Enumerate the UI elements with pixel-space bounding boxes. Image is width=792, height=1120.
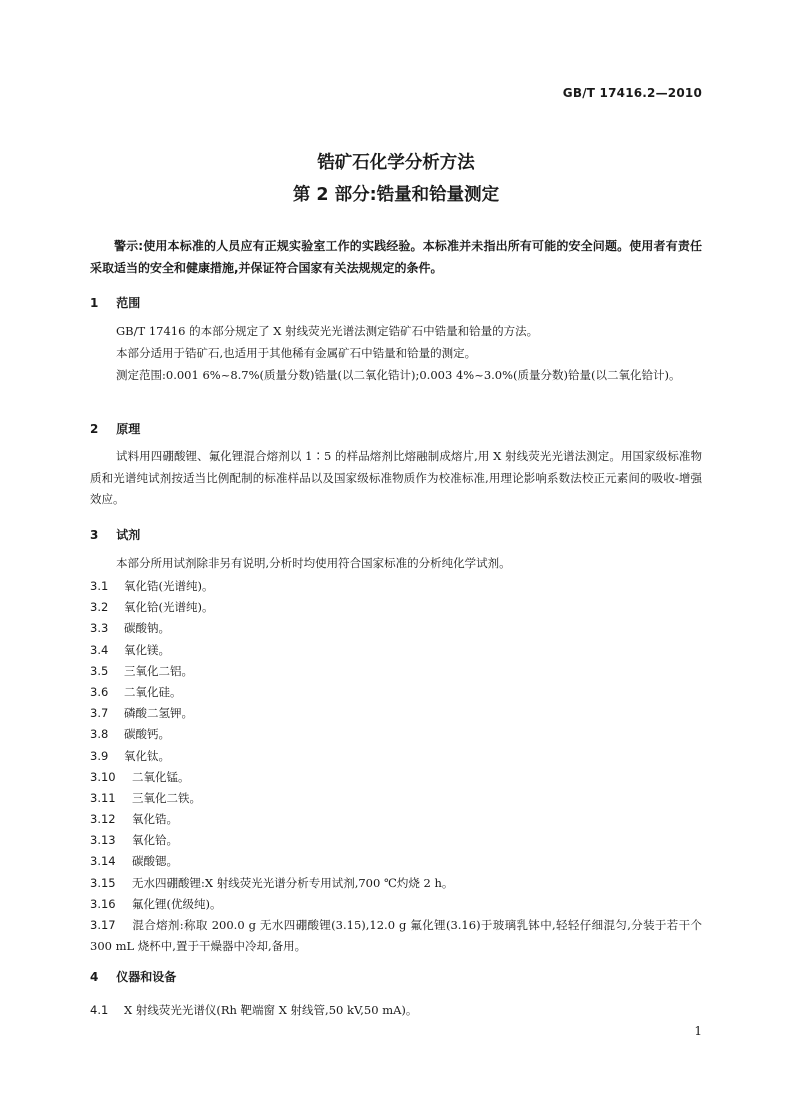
section-heading-apparatus [90, 968, 176, 985]
list-item: 3.1 氧化锆(光谱纯)。 [90, 579, 214, 593]
section-number: 2 [90, 422, 99, 436]
list-item: 3.13 氧化铪。 [90, 833, 178, 848]
section-title: 仪器和设备 [116, 970, 177, 984]
scope-paragraph-2: 本部分适用于锆矿石,也适用于其他稀有金属矿石中锆量和铪量的测定。 [116, 346, 477, 360]
list-item: 3.4 氧化镁。 [90, 642, 170, 657]
scope-paragraph-1: GB/T 17416 的本部分规定了 X 射线荧光光谱法测定锆矿石中锆量和铪量的方法。 [116, 324, 539, 338]
list-item: 3.10 二氧化锰。 [90, 769, 190, 784]
document-subtitle: 第 2 部分:锆量和铪量测定 [292, 185, 500, 205]
list-item: 3.16 氟化锂(优级纯)。 [90, 896, 222, 911]
warning-paragraph: 警示:使用本标准的人员应有正规实验室工作的实践经验。本标准并未指出所有可能的安全问题。使用者有责任采取适当的安全和健康措施,并保证符合国家有关法规规定的条件。 [90, 239, 702, 275]
reagent-list [90, 576, 702, 957]
section-heading-reagents [90, 526, 140, 543]
list-item: 3.11 三氧化二铁。 [90, 790, 201, 805]
list-item: 3.2 氧化铪(光谱纯)。 [90, 600, 214, 615]
document-title: 锆矿石化学分析方法 [317, 153, 475, 173]
list-item: 3.17 混合熔剂:称取 200.0 g 无水四硼酸锂(3.15),12.0 g 氟化锂(3.16)于玻璃乳钵中,轻轻仔细混匀,分装于若干个 300 mL 烧杯中,置于干燥器中冷却,备用。 [90, 918, 702, 954]
list-item: 3.7 磷酸二氢钾。 [90, 706, 193, 721]
section-number: 4 [90, 970, 99, 984]
list-item: 3.14 碳酸锶。 [90, 854, 178, 869]
section-title: 试剂 [116, 528, 141, 542]
apparatus-list [90, 1000, 702, 1021]
list-item: 3.5 三氧化二铝。 [90, 663, 193, 678]
section-heading-principle [90, 420, 140, 437]
principle-paragraph: 试料用四硼酸锂、氟化锂混合熔剂以 1∶5 的样品熔剂比熔融制成熔片,用 X 射线荧光光谱法测定。用国家级标准物质和光谱纯试剂按适当比例配制的标准样品以及国家级标准物质作为校准标准,用理论影响系数法校正元素间的吸收-增强效应。 [90, 449, 702, 506]
list-item: 3.3 碳酸钠。 [90, 621, 170, 636]
scope-paragraph-3: 测定范围:0.001 6%~8.7%(质量分数)锆量(以二氧化锆计);0.003 4%~3.0%(质量分数)铪量(以二氧化铪计)。 [116, 368, 681, 382]
list-item: 3.8 碳酸钙。 [90, 727, 170, 742]
list-item: 3.15 无水四硼酸锂:X 射线荧光光谱分析专用试剂,700 ℃灼烧 2 h。 [90, 875, 454, 890]
section-title: 范围 [116, 296, 141, 310]
reagents-intro: 本部分所用试剂除非另有说明,分析时均使用符合国家标准的分析纯化学试剂。 [116, 556, 511, 570]
list-item: 4.1 X 射线荧光光谱仪(Rh 靶端窗 X 射线管,50 kV,50 mA)。 [90, 1003, 418, 1017]
list-item: 3.12 氧化锆。 [90, 812, 178, 827]
standard-code: GB/T 17416.2—2010 [562, 86, 702, 100]
section-title: 原理 [116, 422, 141, 436]
page-number: 1 [694, 1024, 702, 1038]
section-heading-scope [90, 294, 140, 311]
section-number: 1 [90, 296, 99, 310]
section-number: 3 [90, 528, 99, 542]
list-item: 3.6 二氧化硅。 [90, 684, 182, 699]
list-item: 3.9 氧化钛。 [90, 748, 170, 763]
